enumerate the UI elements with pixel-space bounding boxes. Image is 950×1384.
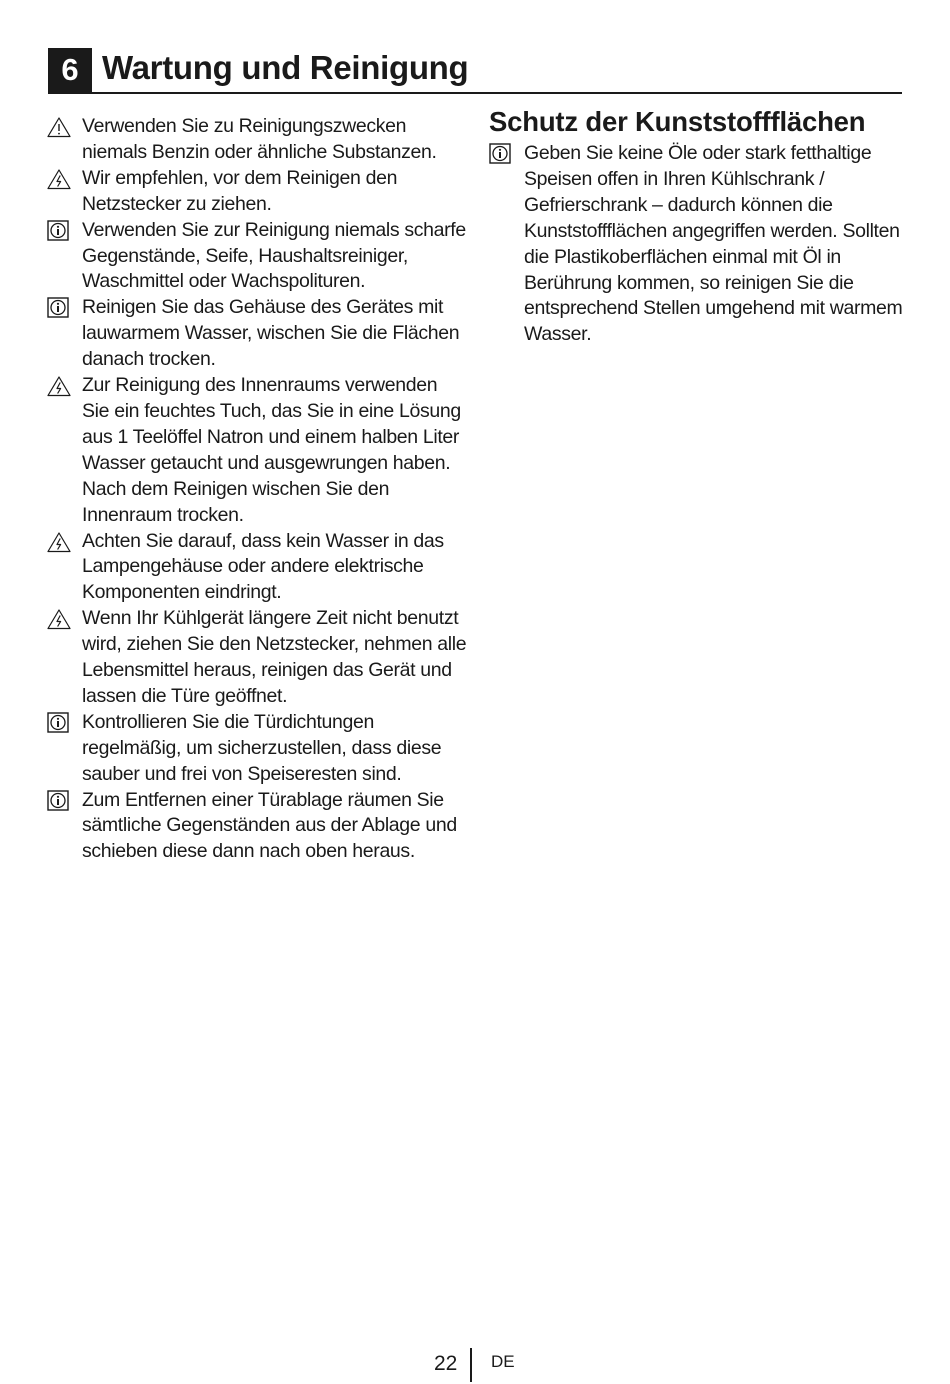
list-item: Zum Entfernen einer Türablage räumen Sie sämtliche Gegenständen aus der Ablage und schieben diese dann nach oben heraus.: [47, 788, 467, 866]
list-item: Geben Sie keine Öle oder stark fetthaltige Speisen offen in Ihren Kühlschrank / Gefrierschrank – dadurch können die Kunststoffflächen angegriffen werden. Sollten die Plastikoberflächen einmal mit Öl in Berührung kommen, so reinigen Sie die entsprechend Stellen umgehend mit warmem Wasser.: [489, 141, 909, 348]
electric-warning-icon: [47, 608, 71, 630]
language-code: DE: [491, 1352, 515, 1371]
section-number: 6: [48, 48, 92, 92]
electric-warning-icon: [47, 375, 71, 397]
list-item: Verwenden Sie zu Reinigungszwecken niemals Benzin oder ähnliche Substanzen.: [47, 114, 467, 166]
info-icon: [47, 220, 71, 242]
list-item: Verwenden Sie zur Reinigung niemals scharfe Gegenstände, Seife, Haushaltsreiniger, Waschmittel oder Wachspolituren.: [47, 218, 467, 296]
section-header: [48, 48, 902, 94]
info-icon: [47, 297, 71, 319]
info-icon: [489, 143, 513, 165]
list-item: Achten Sie darauf, dass kein Wasser in das Lampengehäuse oder andere elektrische Komponenten eindringt.: [47, 529, 467, 607]
list-item: Reinigen Sie das Gehäuse des Gerätes mit lauwarmem Wasser, wischen Sie die Flächen danach trocken.: [47, 295, 467, 373]
page-number: 22: [434, 1352, 458, 1375]
list-item: Zur Reinigung des Innenraums verwenden Sie ein feuchtes Tuch, das Sie in eine Lösung aus 1 Teelöffel Natron und einem halben Liter Wasser getaucht und ausgewrungen haben. Nach dem Reinigen wischen Sie den Innenraum trocken.: [47, 373, 467, 528]
footer-divider: [470, 1348, 472, 1382]
section-subheading: Schutz der Kunststoffflächen: [489, 106, 866, 137]
warning-icon: [47, 116, 71, 138]
info-icon: [47, 790, 71, 812]
left-column: [47, 114, 467, 865]
electric-warning-icon: [47, 531, 71, 553]
list-item: Kontrollieren Sie die Türdichtungen regelmäßig, um sicherzustellen, dass diese sauber und frei von Speiseresten sind.: [47, 710, 467, 788]
list-item: Wir empfehlen, vor dem Reinigen den Netzstecker zu ziehen.: [47, 166, 467, 218]
list-item: Wenn Ihr Kühlgerät längere Zeit nicht benutzt wird, ziehen Sie den Netzstecker, nehmen alle Lebensmittel heraus, reinigen das Gerät und lassen die Türe geöffnet.: [47, 606, 467, 710]
info-icon: [47, 712, 71, 734]
page-title: Wartung und Reinigung: [102, 49, 469, 86]
right-column: [489, 106, 909, 348]
electric-warning-icon: [47, 168, 71, 190]
